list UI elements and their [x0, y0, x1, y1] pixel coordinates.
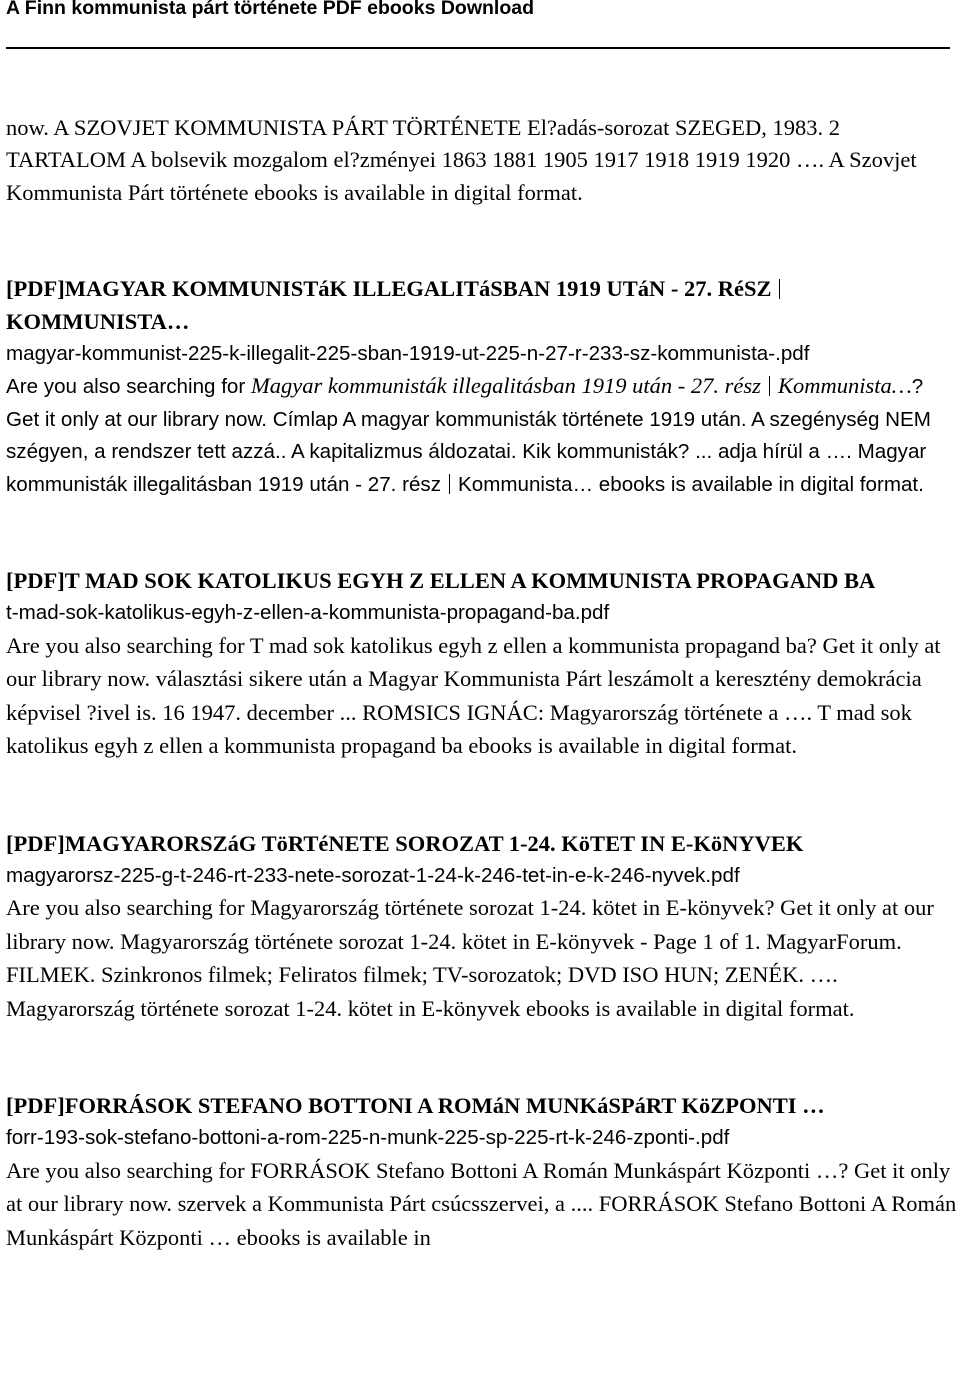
result-title[interactable]: [PDF]T MAD SOK KATOLIKUS EGYH Z ELLEN A KOMMUNISTA PROPAGAND BA — [6, 568, 876, 594]
result-section-3 — [6, 828, 960, 1026]
description-text: Are you also searching for Magyarország története sorozat 1-24. kötet in E-könyvek? Get it only at our library now. Magyarország története sorozat 1-24. kötet in E-könyvek - Page 1 of 1. MagyarForum. FILMEK. Szinkronos filmek; Feliratos filmek; TV-sorozatok; DVD ISO HUN; ZENÉK. …. Magyarország története sorozat 1-24. kötet in E-könyvek ebooks is available in digital format. — [6, 895, 934, 1021]
result-filename: forr-193-sok-stefano-bottoni-a-rom-225-n-munk-225-sp-225-rt-k-246-zponti-.pdf — [6, 1126, 730, 1150]
result-section-2 — [6, 565, 960, 763]
intro-paragraph: now. A SZOVJET KOMMUNISTA PÁRT TÖRTÉNETE El?adás-sorozat SZEGED, 1983. 2 TARTALOM A bolsevik mozgalom el?zményei 1863 1881 1905 1917 1918 1919 1920 …. A Szovjet Kommunista Párt története ebooks is available in digital format. — [6, 115, 917, 205]
description-text: Are you also searching for T mad sok katolikus egyh z ellen a kommunista propagand ba? Get it only at our library now. választási sikere után a Magyar Kommunista Párt leszámolt a keresztény demokrácia képvisel ?ivel is. 16 1947. december ... ROMSICS IGNÁC: Magyarország története a …. T mad sok katolikus egyh z ellen a kommunista propagand ba ebooks is available in digital format. — [6, 632, 941, 759]
result-filename: magyarorsz-225-g-t-246-rt-233-nete-sorozat-1-24-k-246-tet-in-e-k-246-nyvek.pdf — [6, 863, 740, 887]
page-title: A Finn kommunista párt története PDF ebooks Download — [6, 0, 534, 19]
result-title-text: [PDF]MAGYAR KOMMUNISTáK ILLEGALITáSBAN 1919 UTáN - 27. RéSZ — [6, 276, 772, 302]
result-section-1 — [6, 273, 960, 501]
result-title-text: KOMMUNISTA… — [6, 308, 190, 334]
description-text: Kommunista… ebooks is available in digital format. — [458, 472, 924, 496]
description-text: rész — [402, 472, 442, 496]
result-title[interactable]: [PDF]FORRÁSOK STEFANO BOTTONI A ROMáN MUNKáSPáRT KöZPONTI … — [6, 1092, 825, 1118]
result-title[interactable] — [6, 273, 960, 338]
page-header — [0, 0, 960, 60]
query-text: Kommunista… — [777, 373, 912, 399]
result-description — [6, 370, 960, 501]
result-section-4 — [6, 1090, 960, 1255]
description-text: Are you also searching for FORRÁSOK Stefano Bottoni A Román Munkáspárt Központi …? Get it only at our library now. szervek a Kommunista Párt csúcsszervei, a .... FORRÁSOK Stefano Bottoni A Román Munkáspárt Központi … ebooks is available in — [6, 1157, 957, 1250]
result-filename: magyar-kommunist-225-k-illegalit-225-sban-1919-ut-225-n-27-r-233-sz-kommunista-.pdf — [6, 342, 810, 366]
query-text: Magyar kommunisták illegalitásban 1919 után - 27. rész — [250, 373, 761, 399]
result-description — [6, 1155, 960, 1255]
title-separator — [779, 279, 780, 299]
result-description — [6, 630, 960, 764]
document-body — [6, 112, 960, 1255]
result-title[interactable]: [PDF]MAGYARORSZáG TöRTéNETE SOROZAT 1-24. KöTET IN E-KöNYVEK — [6, 830, 804, 856]
description-separator — [449, 474, 450, 494]
query-separator — [769, 376, 770, 396]
description-text: ? Get it only at our library now. Címlap A magyar kommunisták története 1919 után. A szegénység NEM szégyen, a rendszer tett azzá.. A kapitalizmus áldozatai. Kik kommunisták? ... adja hírül a …. Magyar kommunisták illegalitásban 1919 után - 27. — [6, 375, 931, 496]
result-description — [6, 892, 960, 1026]
result-filename: t-mad-sok-katolikus-egyh-z-ellen-a-kommunista-propagand-ba.pdf — [6, 601, 610, 625]
query-prefix: Are you also searching for — [6, 375, 251, 399]
header-divider — [6, 47, 950, 49]
